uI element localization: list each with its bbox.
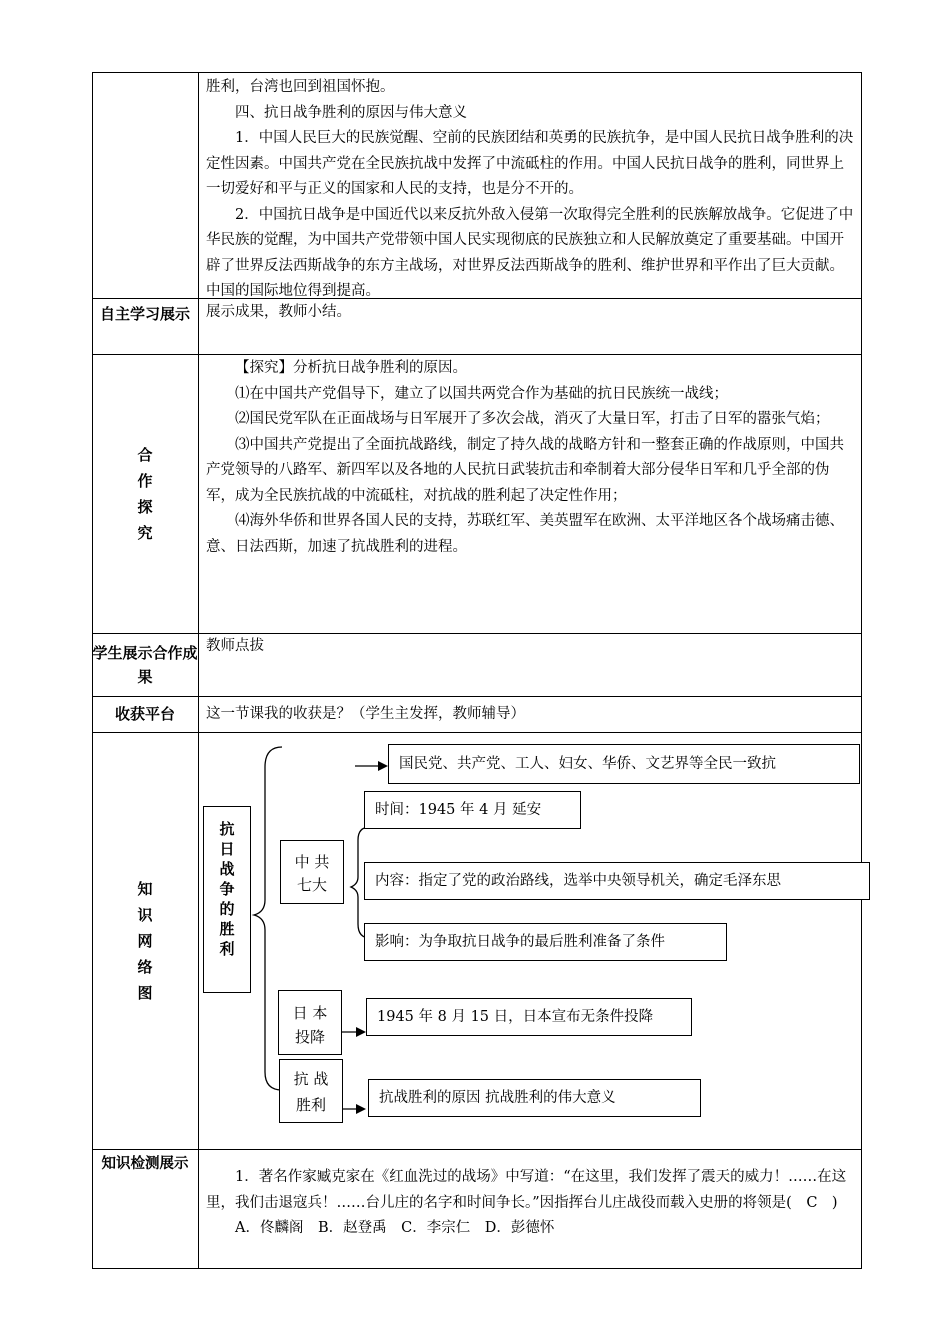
label-char: 识 — [137, 906, 153, 924]
label-char: 究 — [137, 524, 153, 542]
root-char: 抗 — [219, 820, 235, 838]
lesson-table — [92, 72, 862, 1269]
diagram-top-box: 国民党、共产党、工人、妇女、华侨、文艺界等全民一致抗 — [388, 744, 860, 784]
reading-line: 胜利，台湾也回到祖国怀抱。 — [206, 79, 395, 95]
inquiry-intro: 【探究】分析抗日战争胜利的原因。 — [235, 360, 467, 376]
self-study-text: 展示成果，教师小结。 — [206, 304, 351, 320]
label-char: 络 — [137, 958, 153, 976]
node-cpc-congress: 中 共 七大 — [280, 840, 344, 904]
label-char: 图 — [137, 984, 153, 1002]
inquiry-item: ⑵国民党军队在正面战场与日军展开了多次会战，消灭了大量日军，打击了日军的嚣张气焰； — [235, 411, 830, 427]
question-text: 1．著名作家臧克家在《红血洗过的战场》中写道：“在这里，我们发挥了震天的威力！……在这里，我们击退寇兵！……台儿庄的名字和时间争长。”因指挥台儿庄战役而载入史册的将领是( C ) — [206, 1169, 847, 1211]
student-show-text: 教师点拔 — [206, 638, 264, 654]
label-char: 探 — [137, 498, 153, 516]
row-label-knowledge-check: 知识检测展示 — [101, 1156, 189, 1172]
diagram-root-box — [203, 806, 251, 993]
knowledge-check-content — [206, 1165, 856, 1242]
question-options: A．佟麟阁 B．赵登禹 C．李宗仁 D．彭德怀 — [235, 1220, 555, 1236]
node-cpc-impact: 影响：为争取抗日战争的最后胜利准备了条件 — [364, 923, 727, 961]
arrow-head — [378, 761, 388, 771]
reading-paragraph: 1．中国人民巨大的民族觉醒、空前的民族团结和英勇的民族抗争，是中国人民抗日战争胜利的决定性因素。中国共产党在全民族抗战中发挥了中流砥柱的作用。中国人民抗日战争的胜利，同世界上一切爱好和平与正义的国家和人民的支持，也是分不开的。 — [206, 130, 854, 197]
row-label-harvest: 收获平台 — [114, 705, 175, 723]
node-cpc-content: 内容：指定了党的政治路线，选举中央领导机关，确定毛泽东思 — [364, 862, 870, 900]
row-label-self-study: 自主学习展示 — [99, 305, 190, 323]
arrow-head — [356, 1027, 366, 1037]
root-char: 利 — [219, 940, 235, 958]
inquiry-item: ⑷海外华侨和世界各国人民的支持，苏联红军、美英盟军在欧洲、太平洋地区各个战场痛击德、意、日法西斯，加速了抗战胜利的进程。 — [206, 513, 844, 555]
root-char: 日 — [219, 840, 235, 858]
reading-paragraph: 2．中国抗日战争是中国近代以来反抗外敌入侵第一次取得完全胜利的民族解放战争。它促进了中华民族的觉醒，为中国共产党带领中国人民实现彻底的民族独立和人民解放奠定了重要基础。中国开辟了世界反法西斯战争的东方主战场，对世界反法西斯战争的胜利、维护世界和平作出了巨大贡献。中国的国际地位得到提高。 — [206, 206, 854, 299]
harvest-text: 这一节课我的收获是？（学生主发挥，教师辅导） — [206, 706, 525, 722]
row-label-student-show: 学生展示合作成果 — [92, 644, 198, 686]
section-heading: 四、抗日战争胜利的原因与伟大意义 — [235, 104, 467, 121]
arrow-head — [356, 1104, 366, 1114]
label-char: 知 — [137, 880, 153, 898]
node-victory-topics: 抗战胜利的原因 抗战胜利的伟大意义 — [368, 1079, 701, 1117]
root-char: 的 — [219, 900, 235, 918]
inquiry-item: ⑴在中国共产党倡导下，建立了以国共两党合作为基础的抗日民族统一战线； — [235, 385, 728, 402]
root-char: 争 — [219, 880, 235, 898]
label-char: 网 — [137, 932, 153, 950]
root-char: 战 — [219, 860, 235, 878]
node-war-victory: 抗 战 胜利 — [279, 1059, 343, 1123]
root-char: 胜 — [219, 920, 235, 938]
inquiry-item: ⑶中国共产党提出了全面抗战路线，制定了持久战的战略方针和一整套正确的作战原则，中国共产党领导的八路军、新四军以及各地的人民抗日武装抗击和牵制着大部分侵华日军和几乎全部的伪军，成为全民族抗战的中流砥柱，对抗战的胜利起了决定性作用； — [206, 436, 844, 504]
node-japan-surrender: 日 本 投降 — [278, 990, 342, 1055]
label-char: 合 — [137, 446, 153, 464]
label-char: 作 — [137, 472, 153, 490]
node-cpc-time: 时间：1945 年 4 月 延安 — [364, 791, 581, 829]
node-surrender-date: 1945 年 8 月 15 日，日本宣布无条件投降 — [366, 998, 692, 1036]
